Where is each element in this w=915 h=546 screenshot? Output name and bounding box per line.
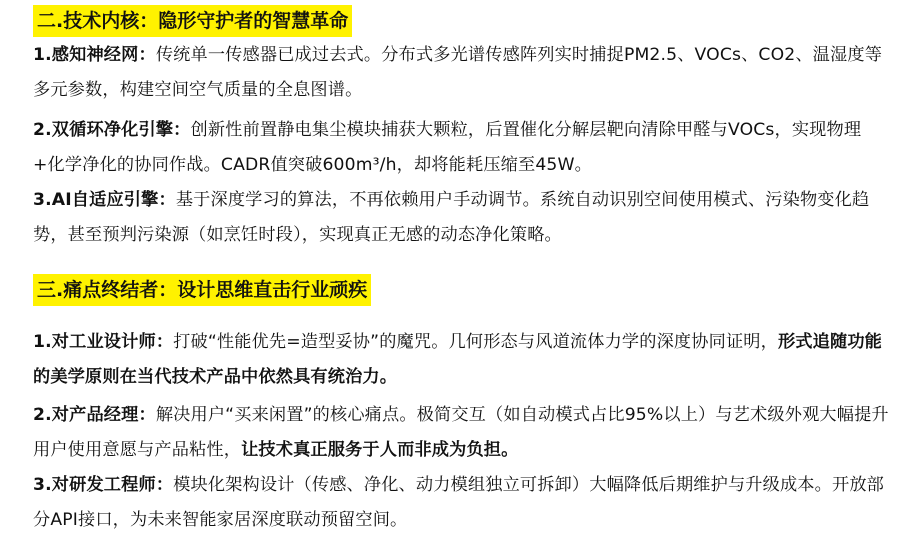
section-heading-text: 二.技术内核：隐形守护者的智慧革命 — [37, 10, 349, 32]
paragraph-lead: 3.AI自适应引擎： — [33, 190, 176, 210]
section-heading-pain-points — [33, 274, 371, 306]
paragraph-lead: 2.对产品经理： — [33, 405, 156, 425]
section-heading-tech-core — [33, 5, 352, 37]
paragraph-text: 基于深度学习的算法，不再依赖用户手动调节。系统自动识别空间使用模式、污染物变化趋势，甚至预判污染源（如烹饪时段），实现真正无感的动态净化策略。 — [33, 190, 870, 245]
paragraph-text: 解决用户“买来闲置”的核心痛点。极简交互（如自动模式占比95%以上）与艺术级外观大幅提升用户使用意愿与产品粘性， — [33, 405, 889, 460]
paragraph-text: 创新性前置静电集尘模块捕获大颗粒，后置催化分解层靶向清除甲醛与VOCs，实现物理+化学净化的协同作战。CADR值突破600m³/h，却将能耗压缩至45W。 — [33, 120, 862, 175]
paragraph-lead: 3.对研发工程师： — [33, 475, 174, 495]
paragraph-emphasis: 形式追随功能的美学原则在当代技术产品中依然具有统治力。 — [33, 332, 882, 387]
section-heading-text: 三.痛点终结者：设计思维直击行业顽疾 — [37, 279, 368, 301]
paragraph-dual-cycle-engine — [33, 113, 893, 183]
paragraph-rd-engineer — [33, 468, 893, 538]
paragraph-sensor-network — [33, 38, 893, 108]
paragraph-ai-engine — [33, 183, 893, 253]
paragraph-text: 打破“性能优先=造型妥协”的魔咒。几何形态与风道流体力学的深度协同证明， — [173, 332, 778, 352]
paragraph-product-manager — [33, 398, 893, 468]
paragraph-emphasis: 让技术真正服务于人而非成为负担。 — [241, 440, 519, 460]
paragraph-text: 传统单一传感器已成过去式。分布式多光谱传感阵列实时捕捉PM2.5、VOCs、CO2、温湿度等多元参数，构建空间空气质量的全息图谱。 — [33, 45, 883, 100]
paragraph-text: 模块化架构设计（传感、净化、动力模组独立可拆卸）大幅降低后期维护与升级成本。开放部分API接口，为未来智能家居深度联动预留空间。 — [33, 475, 884, 530]
paragraph-lead: 1.感知神经网： — [33, 45, 156, 65]
paragraph-lead: 1.对工业设计师： — [33, 332, 174, 352]
paragraph-industrial-designer — [33, 325, 893, 395]
paragraph-lead: 2.双循环净化引擎： — [33, 120, 191, 140]
